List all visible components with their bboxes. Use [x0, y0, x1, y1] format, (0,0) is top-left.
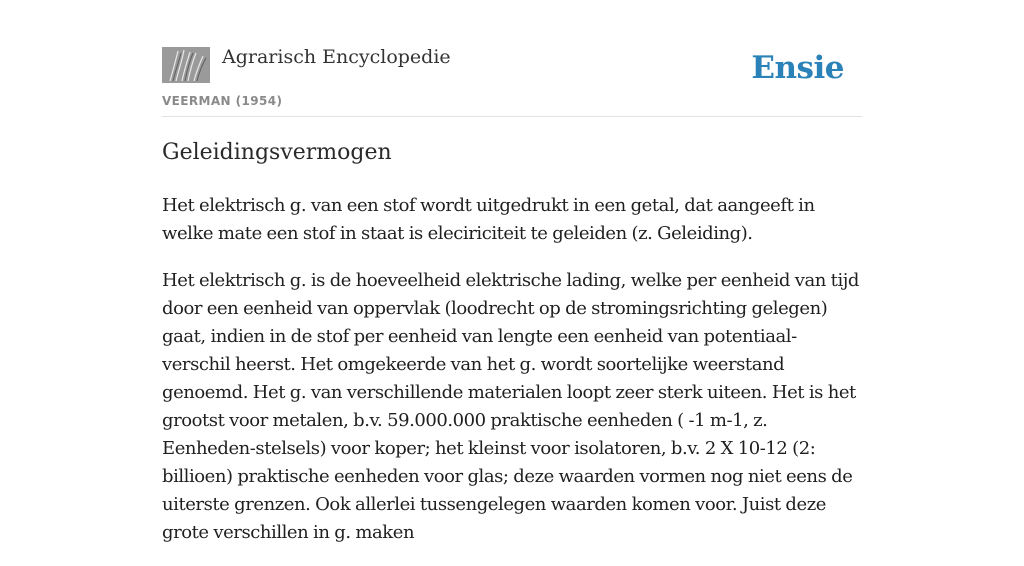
- article-body: [162, 192, 864, 566]
- article-paragraph: Het elektrisch g. is de hoeveelheid elektrische lading, welke per eenheid van tijd door een eenheid van oppervlak (loodrecht op de stromingsrichting gelegen) gaat, indien in de stof per eenheid van lengte een eenheid van potentiaal-verschil heerst. Het omgekeerde van het g. wordt soortelijke weerstand genoemd. Het g. van verschillende materialen loopt zeer sterk uiteen. Het is het grootst voor metalen, b.v. 59.000.000 praktische eenheden ( -1 m-1, z. Eenheden-stelsels) voor koper; het kleinst voor isolatoren, b.v. 2 X 10-12 (2: billioen) praktische eenheden voor glas; deze waarden vormen nog niet eens de uiterste grenzen. Ook allerlei tussengelegen waarden komen voor. Juist deze grote verschillen in g. maken: [162, 270, 859, 543]
- source-header: [162, 0, 862, 117]
- source-title[interactable]: Agrarisch Encyclopedie: [222, 46, 451, 68]
- wheat-thumbnail-icon[interactable]: [162, 47, 210, 83]
- ensie-logo[interactable]: Ensie: [751, 50, 844, 86]
- page-container: [162, 0, 862, 543]
- article-paragraph: Het elektrisch g. van een stof wordt uitgedrukt in een getal, dat aangeeft in welke mate een stof in staat is eleciriciteit te geleiden (z. Geleiding).: [162, 195, 815, 244]
- article-title: Geleidingsvermogen: [162, 140, 392, 165]
- author-year: VEERMAN (1954): [162, 94, 283, 108]
